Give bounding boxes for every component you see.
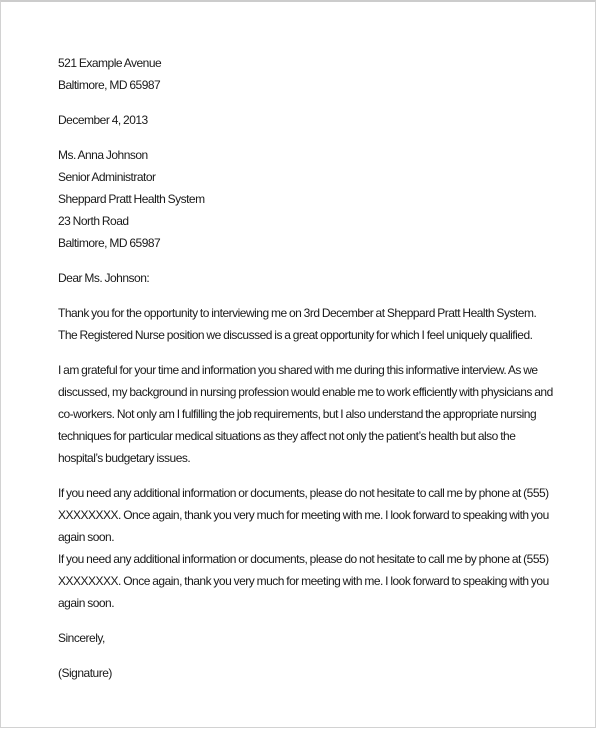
paragraph-contact <box>58 482 585 548</box>
signature-placeholder: (Signature) <box>58 666 112 680</box>
text-line: XXXXXXXX. Once again, thank you very much for meeting with me. I look forward to speaking with you <box>58 508 549 522</box>
text-line: discussed, my background in nursing profession would enable me to work efficiently with physicians and <box>58 385 553 399</box>
salutation-block <box>58 267 585 289</box>
text-line: again soon. <box>58 596 115 610</box>
text-line: Thank you for the opportunity to interviewing me on 3rd December at Sheppard Pratt Health System. <box>58 306 537 320</box>
paragraph-body <box>58 359 585 469</box>
text-line: The Registered Nurse position we discussed is a great opportunity for which I feel uniquely qualified. <box>58 328 533 342</box>
text-line: Senior Administrator <box>58 170 156 184</box>
recipient-address <box>58 144 585 254</box>
text-line: 521 Example Avenue <box>58 56 162 70</box>
text-line: hospital’s budgetary issues. <box>58 451 191 465</box>
text-line: I am grateful for your time and information you shared with me during this informative interview. As we <box>58 363 538 377</box>
text-line: co-workers. Not only am I fulfilling the job requirements, but I also understand the appropriate nursing <box>58 407 537 421</box>
sender-address <box>58 52 585 96</box>
text-line: Baltimore, MD 65987 <box>58 236 161 250</box>
text-line: Baltimore, MD 65987 <box>58 78 161 92</box>
text-line: Sheppard Pratt Health System <box>58 192 205 206</box>
text-line: techniques for particular medical situations as they affect not only the patient’s health but also the <box>58 429 516 443</box>
text-line: again soon. <box>58 530 115 544</box>
letter-content <box>1 2 595 684</box>
paragraph-contact-duplicate <box>58 548 585 614</box>
text-line: If you need any additional information or documents, please do not hesitate to call me by phone at (555) <box>58 486 549 500</box>
text-line: 23 North Road <box>58 214 129 228</box>
text-line: If you need any additional information or documents, please do not hesitate to call me by phone at (555) <box>58 552 549 566</box>
date-line: December 4, 2013 <box>58 113 148 127</box>
text-line: XXXXXXXX. Once again, thank you very much for meeting with me. I look forward to speaking with you <box>58 574 549 588</box>
date-block <box>58 109 585 131</box>
closing: Sincerely, <box>58 631 105 645</box>
signature-placeholder-block <box>58 662 585 684</box>
text-line: Ms. Anna Johnson <box>58 148 148 162</box>
closing-block <box>58 627 585 649</box>
paragraph-opening <box>58 302 585 346</box>
salutation: Dear Ms. Johnson: <box>58 271 150 285</box>
